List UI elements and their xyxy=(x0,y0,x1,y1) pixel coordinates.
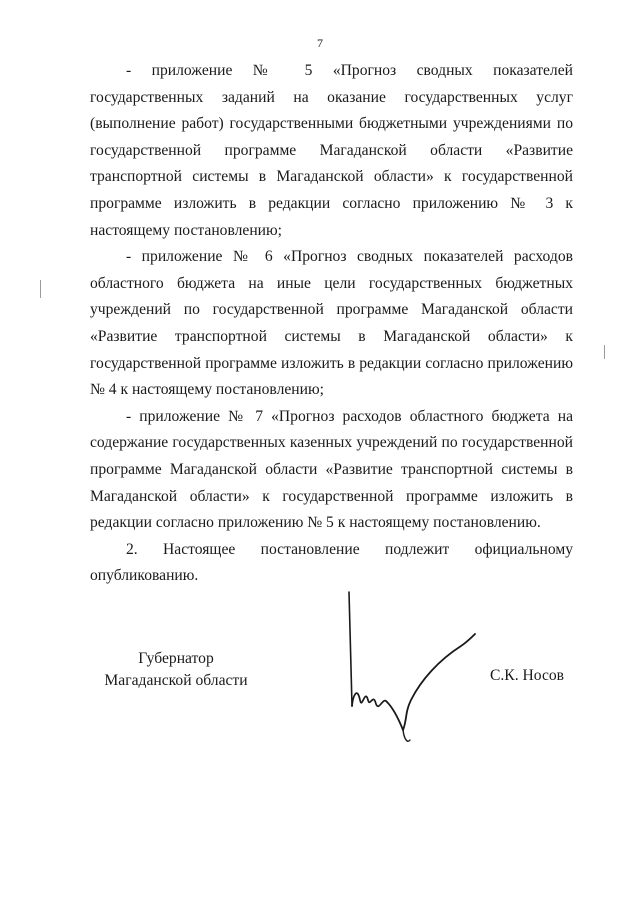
signatory-name: С.К. Носов xyxy=(490,667,565,684)
handwritten-signature-icon xyxy=(335,588,485,748)
signatory-position xyxy=(96,648,256,692)
signatory-position-line2: Магаданской области xyxy=(104,672,248,689)
signatory-position-line1: Губернатор xyxy=(138,650,214,667)
scan-edge-mark-left xyxy=(40,280,41,298)
document-body xyxy=(90,58,573,590)
scan-edge-mark-right xyxy=(604,345,605,359)
page-number: 7 xyxy=(317,36,323,50)
paragraph-publication: 2. Настоящее постановление подлежит официальному опубликованию. xyxy=(90,540,573,585)
paragraph-appendix-7: - приложение № 7 «Прогноз расходов областного бюджета на содержание государственных казенных учреждений по государственной программе Магаданской области «Развитие транспортной системы в Магаданской области» к государственной программе изложить в редакции согласно приложению № 5 к настоящему постановлению. xyxy=(90,407,573,532)
paragraph-appendix-6: - приложение № 6 «Прогноз сводных показателей расходов областного бюджета на иные цели государственных бюджетных учреждений по государственной программе Магаданской области «Развитие транспортной системы в Магаданской области» к государственной программе изложить в редакции согласно приложению № 4 к настоящему постановлению; xyxy=(90,248,573,399)
paragraph-appendix-5: - приложение № 5 «Прогноз сводных показателей государственных заданий на оказание государственных услуг (выполнение работ) государственными бюджетными учреждениями по государственной программе Магаданской области «Развитие транспортной системы в Магаданской области» к государственной программе изложить в редакции согласно приложению № 3 к настоящему постановлению; xyxy=(90,62,573,239)
